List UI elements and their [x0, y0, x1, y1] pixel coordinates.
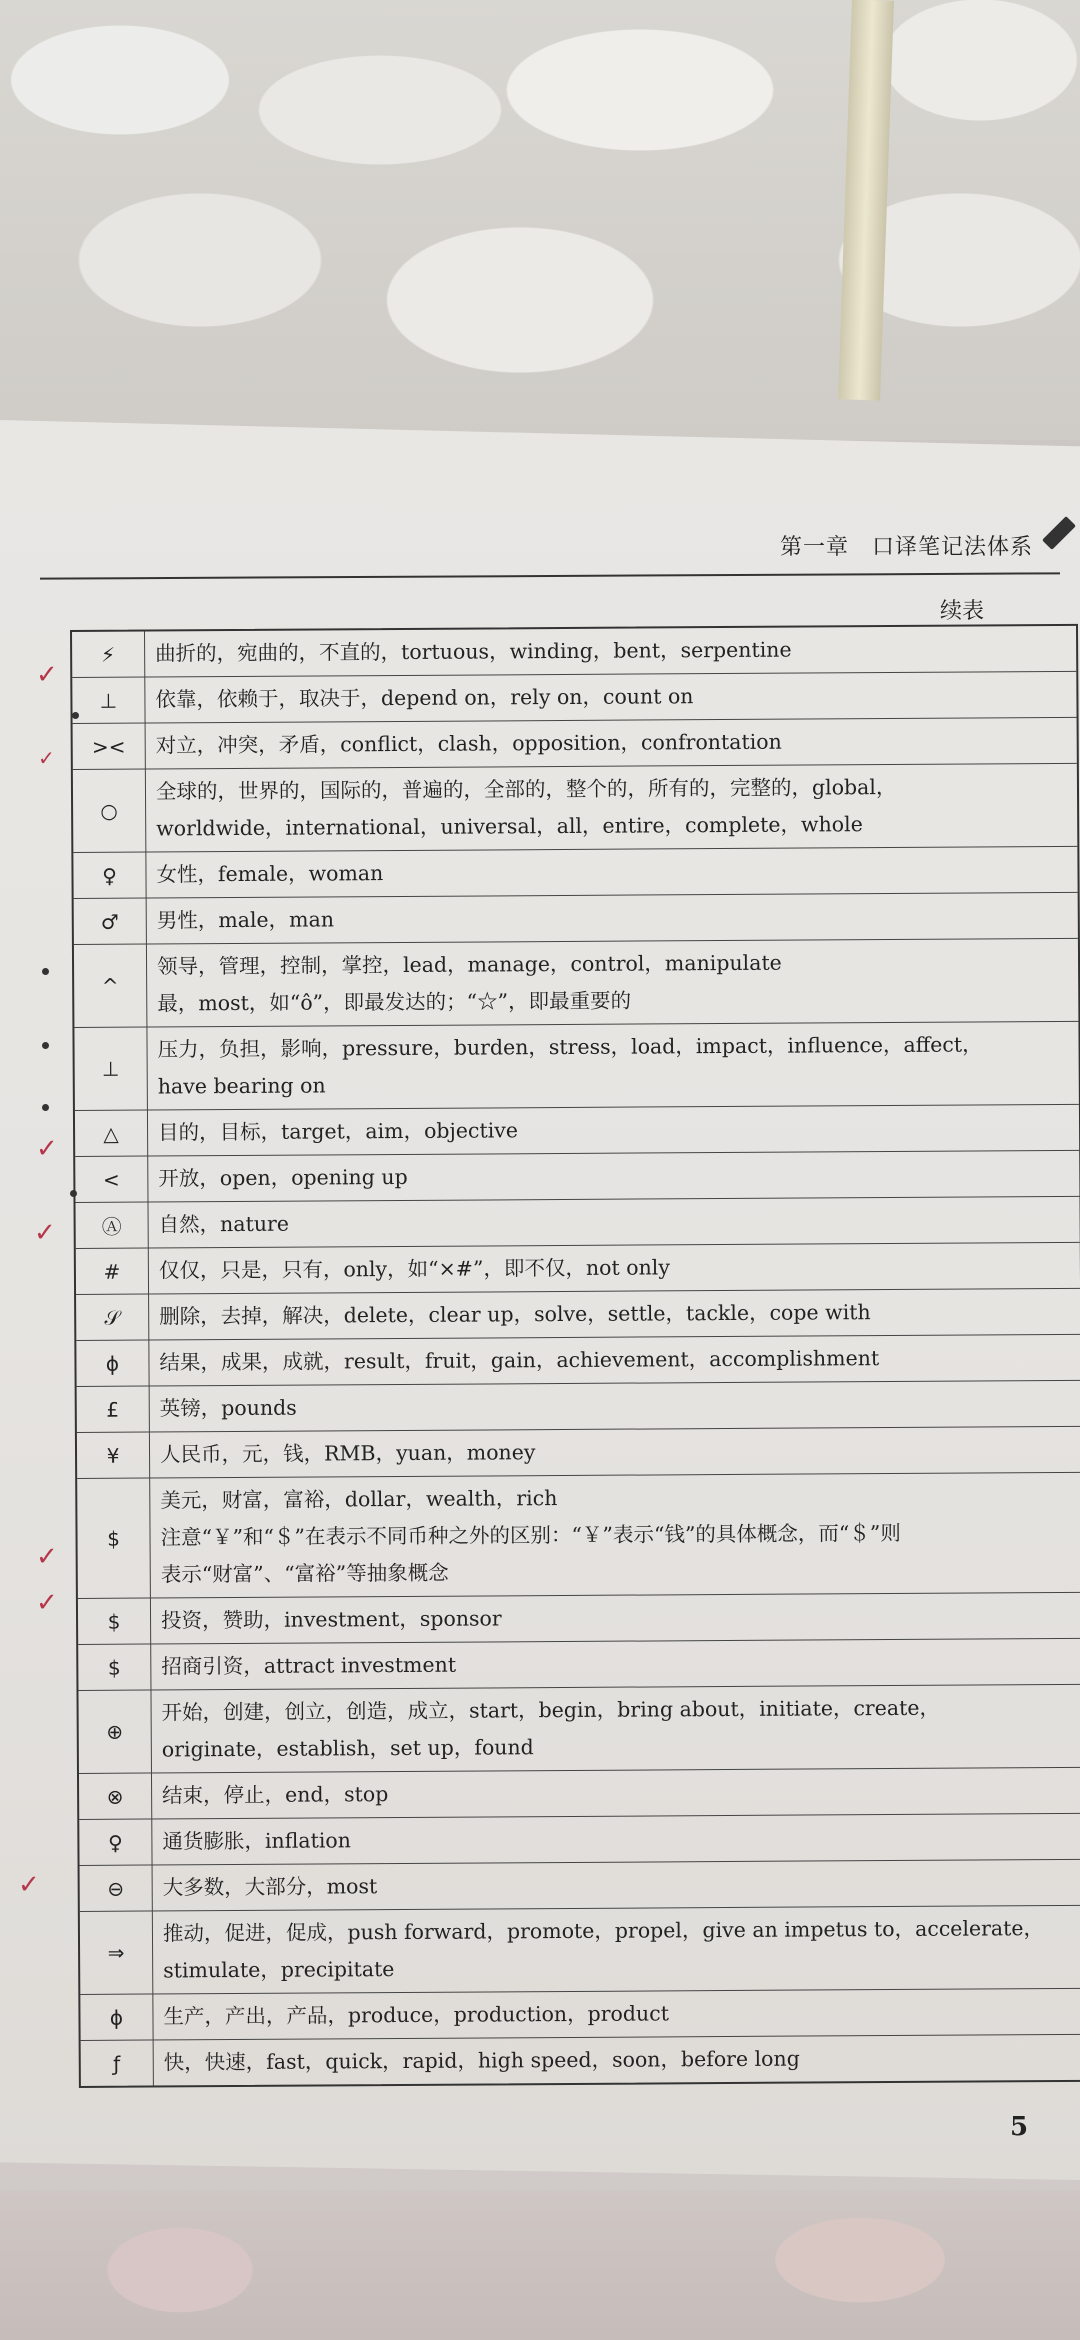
table-row — [77, 1381, 1080, 1433]
meaning-line: 自然，nature — [158, 1211, 290, 1237]
margin-dot — [42, 968, 49, 975]
check-mark-icon: ✓ — [38, 746, 55, 770]
symbol-meaning — [148, 1151, 1079, 1202]
symbol-meaning — [150, 1473, 1080, 1598]
note-symbol: ƒ — [81, 2041, 154, 2086]
meaning-line: 对立，冲突，矛盾，conflict，clash，opposition，confrontation — [155, 729, 782, 758]
table-row — [74, 1022, 1078, 1111]
margin-dot — [42, 1042, 49, 1049]
note-symbol: ⊗ — [79, 1774, 152, 1819]
symbol-meaning — [153, 1860, 1080, 1911]
table-row — [75, 1151, 1079, 1203]
note-symbol: ⊕ — [78, 1691, 151, 1773]
symbol-meaning — [152, 1768, 1080, 1819]
table-row — [74, 893, 1078, 945]
note-symbol: ⊖ — [80, 1866, 153, 1911]
meaning-line: worldwide，international，universal，all，entire，complete，whole — [156, 812, 863, 841]
table-row — [73, 847, 1077, 899]
note-symbol: ⚡ — [72, 632, 145, 677]
quilt-background-bottom — [0, 2190, 1080, 2340]
table-row — [78, 1685, 1080, 1774]
symbol-meaning — [148, 1197, 1079, 1248]
symbol-meaning — [146, 764, 1077, 852]
meaning-line: 男性，male，man — [156, 907, 335, 933]
symbol-meaning — [145, 672, 1076, 723]
margin-dot — [70, 1190, 77, 1197]
table-row — [74, 939, 1078, 1028]
note-symbol: ♀ — [73, 853, 146, 898]
table-row — [81, 2035, 1080, 2086]
note-symbol: ⊥ — [74, 1028, 147, 1110]
meaning-line: 注意“￥”和“＄”在表示不同币种之外的区别：“￥”表示“钱”的具体概念，而“＄”则 — [160, 1520, 901, 1550]
meaning-line: 招商引资，attract investment — [161, 1652, 457, 1679]
meaning-line: 推动，促进，促成，push forward，promote，propel，give an impetus to，accelerate， — [162, 1916, 1045, 1946]
meaning-line: 最，most，如“ô”，即最发达的；“☆”，即最重要的 — [157, 988, 632, 1016]
meaning-line: 开始，创建，创立，创造，成立，start，begin，bring about，initiate，create， — [161, 1695, 940, 1725]
meaning-line: 开放，open，opening up — [158, 1164, 408, 1191]
note-symbol: 𝒮 — [76, 1295, 149, 1340]
table-row — [80, 1906, 1080, 1995]
symbol-meaning — [150, 1427, 1080, 1478]
symbol-meaning — [149, 1243, 1080, 1294]
meaning-line: 压力，负担，影响，pressure，burden，stress，load，impact，influence，affect， — [157, 1032, 983, 1062]
symbol-meaning — [147, 939, 1078, 1027]
symbol-meaning — [152, 1814, 1080, 1865]
meaning-line: 领导，管理，控制，掌控，lead，manage，control，manipulate — [156, 950, 782, 979]
table-row — [79, 1814, 1080, 1866]
meaning-line: have bearing on — [157, 1073, 326, 1099]
note-symbol: ¥ — [77, 1433, 150, 1478]
note-symbol: >< — [73, 724, 146, 769]
table-row — [79, 1768, 1080, 1820]
table-row — [72, 672, 1076, 724]
margin-dot — [42, 1104, 49, 1111]
note-symbol: ♂ — [74, 899, 147, 944]
symbol-meaning — [151, 1639, 1080, 1690]
note-symbol: ^ — [74, 945, 147, 1027]
symbol-meaning — [150, 1381, 1080, 1432]
table-row — [72, 626, 1076, 678]
meaning-line: 大多数，大部分，most — [162, 1874, 378, 1900]
check-mark-icon: ✓ — [36, 660, 58, 690]
meaning-line: 目的，目标，target，aim，objective — [157, 1118, 519, 1145]
meaning-line: 投资，赞助，investment，sponsor — [160, 1606, 502, 1633]
meaning-line: 快，快速，fast，quick，rapid，high speed，soon，before long — [163, 2046, 800, 2075]
quilt-background — [0, 0, 1080, 440]
note-symbol: Ⓐ — [76, 1203, 149, 1248]
table-row — [78, 1639, 1080, 1691]
note-symbol: ɸ — [80, 1995, 153, 2040]
note-symbol: $ — [77, 1479, 151, 1598]
meaning-line: 依靠，依赖于，取决于，depend on，rely on，count on — [155, 684, 694, 712]
meaning-line: 英镑，pounds — [159, 1395, 297, 1421]
symbol-meaning — [151, 1685, 1080, 1773]
chapter-header: 第一章 口译笔记法体系 — [780, 535, 1034, 560]
symbol-meaning — [148, 1105, 1079, 1156]
symbol-meaning — [146, 847, 1077, 898]
meaning-line: 表示“财富”、“富裕”等抽象概念 — [160, 1560, 449, 1587]
meaning-line: 生产，产出，产品，produce，production，product — [163, 2001, 669, 2029]
check-mark-icon: ✓ — [36, 1134, 58, 1164]
check-mark-icon: ✓ — [34, 1218, 56, 1248]
meaning-line: 全球的，世界的，国际的，普遍的，全部的，整个的，所有的，完整的，global， — [155, 774, 897, 804]
note-symbol: ♀ — [79, 1820, 152, 1865]
meaning-line: 曲折的，宛曲的，不直的，tortuous，winding，bent，serpentine — [155, 637, 792, 666]
symbol-meaning — [147, 893, 1078, 944]
note-symbol: $ — [78, 1645, 151, 1690]
table-row — [80, 1860, 1080, 1912]
symbol-meaning — [151, 1593, 1080, 1644]
meaning-line: stimulate，precipitate — [163, 1957, 395, 1983]
margin-dot — [72, 712, 79, 719]
symbol-meaning — [149, 1335, 1080, 1386]
symbol-table — [70, 624, 1080, 2088]
meaning-line: 美元，财富，富裕，dollar，wealth，rich — [160, 1486, 558, 1513]
note-symbol: £ — [77, 1387, 150, 1432]
check-mark-icon: ✓ — [36, 1588, 58, 1618]
meaning-line: 人民币，元，钱，RMB，yuan，money — [159, 1440, 536, 1467]
note-symbol: ○ — [73, 770, 146, 852]
meaning-line: 通货膨胀，inflation — [162, 1828, 351, 1854]
table-row — [78, 1593, 1080, 1645]
meaning-line: 仅仅，只是，只有，only，如“×#”，即不仅，not only — [158, 1255, 670, 1283]
table-row — [76, 1289, 1080, 1341]
table-row — [77, 1473, 1080, 1599]
symbol-meaning — [147, 1022, 1078, 1110]
page-number: 5 — [1010, 2112, 1029, 2142]
meaning-line: 结果，成果，成就，result，fruit，gain，achievement，accomplishment — [159, 1346, 880, 1375]
meaning-line: 删除，去掉，解决，delete，clear up，solve，settle，tackle，cope with — [159, 1300, 871, 1329]
note-symbol: $ — [78, 1599, 151, 1644]
check-mark-icon: ✓ — [36, 1542, 58, 1572]
table-row — [73, 718, 1077, 770]
symbol-meaning — [153, 1989, 1080, 2040]
note-symbol: ɸ — [76, 1341, 149, 1386]
symbol-meaning — [149, 1289, 1080, 1340]
symbol-meaning — [154, 2035, 1080, 2086]
symbol-meaning — [145, 626, 1076, 677]
note-symbol: < — [75, 1157, 148, 1202]
symbol-meaning — [153, 1906, 1080, 1994]
note-symbol: △ — [75, 1111, 148, 1156]
check-mark-icon: ✓ — [18, 1870, 40, 1900]
symbol-meaning — [146, 718, 1077, 769]
table-row — [80, 1989, 1080, 2041]
continued-label: 续表 — [940, 599, 985, 624]
table-row — [75, 1105, 1079, 1157]
meaning-line: 结束，停止，end，stop — [162, 1782, 389, 1808]
meaning-line: originate，establish，set up，found — [161, 1735, 534, 1762]
table-row — [76, 1243, 1080, 1295]
meaning-line: 女性，female，woman — [156, 861, 384, 887]
note-symbol: ⇒ — [80, 1912, 153, 1994]
note-symbol: ⊥ — [72, 678, 145, 723]
note-symbol: # — [76, 1249, 149, 1294]
table-row — [76, 1197, 1080, 1249]
table-row — [77, 1427, 1080, 1479]
table-row — [73, 764, 1077, 853]
table-row — [76, 1335, 1080, 1387]
